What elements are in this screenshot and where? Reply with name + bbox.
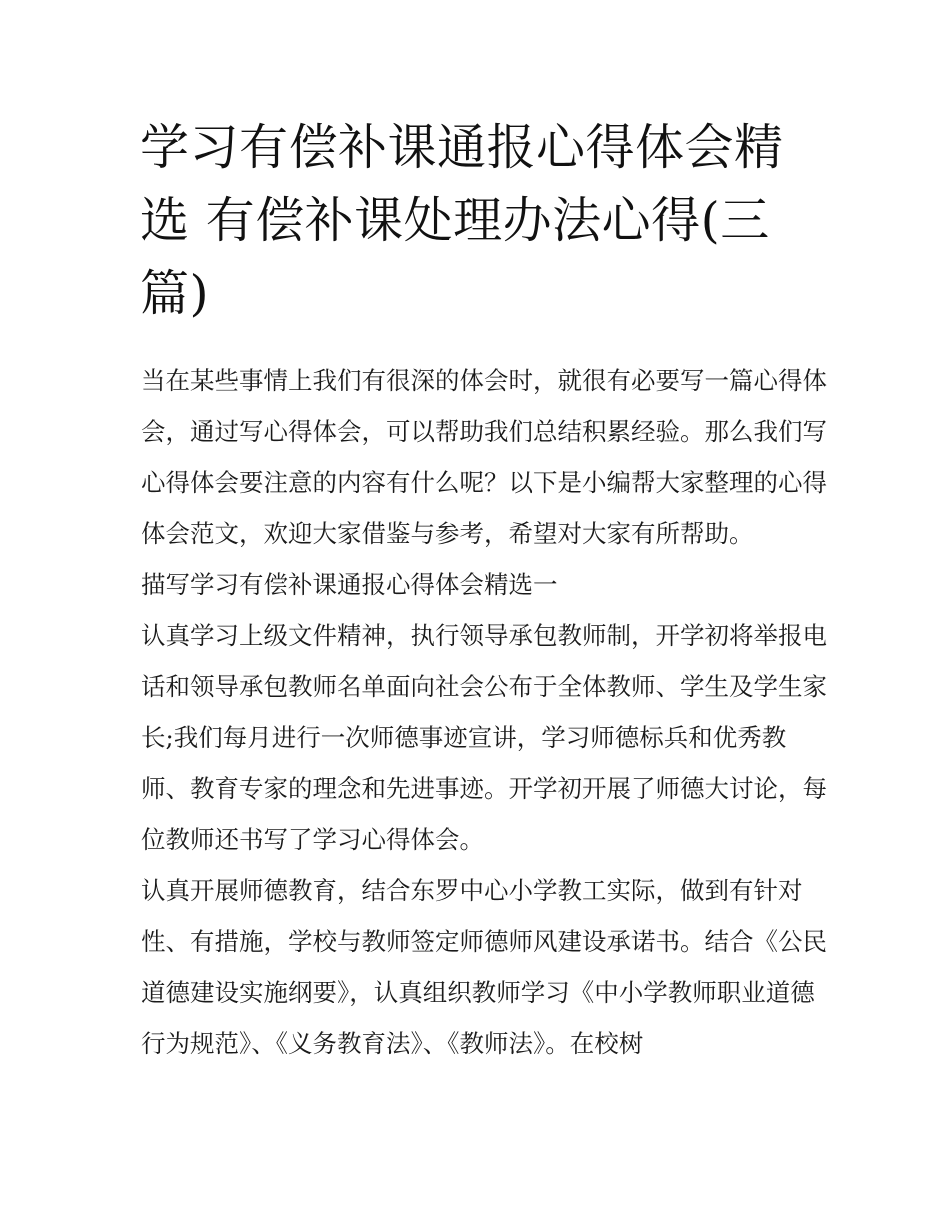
document-body: [141, 355, 831, 1069]
body-paragraph-1: 认真学习上级文件精神，执行领导承包教师制，开学初将举报电话和领导承包教师名单面向社会公布于全体教师、学生及学生家长;我们每月进行一次师德事迹宣讲，学习师德标兵和优秀教师、教育专家的理念和先进事迹。开学初开展了师德大讨论，每位教师还书写了学习心得体会。: [141, 621, 827, 854]
body-paragraph-2: 认真开展师德教育，结合东罗中心小学教工实际，做到有针对性、有措施，学校与教师签定师德师风建设承诺书。结合《公民道德建设实施纲要》，认真组织教师学习《中小学教师职业道德行为规范》、《义务教育法》、《教师法》。在校树: [141, 876, 827, 1058]
section-heading: 描写学习有偿补课通报心得体会精选一: [141, 570, 558, 599]
document-title: 学习有偿补课通报心得体会精选 有偿补课处理办法心得(三篇): [140, 119, 784, 322]
intro-paragraph: 当在某些事情上我们有很深的体会时，就很有必要写一篇心得体会，通过写心得体会，可以帮助我们总结积累经验。那么我们写心得体会要注意的内容有什么呢？以下是小编帮大家整理的心得体会范文，欢迎大家借鉴与参考，希望对大家有所帮助。: [141, 366, 827, 548]
